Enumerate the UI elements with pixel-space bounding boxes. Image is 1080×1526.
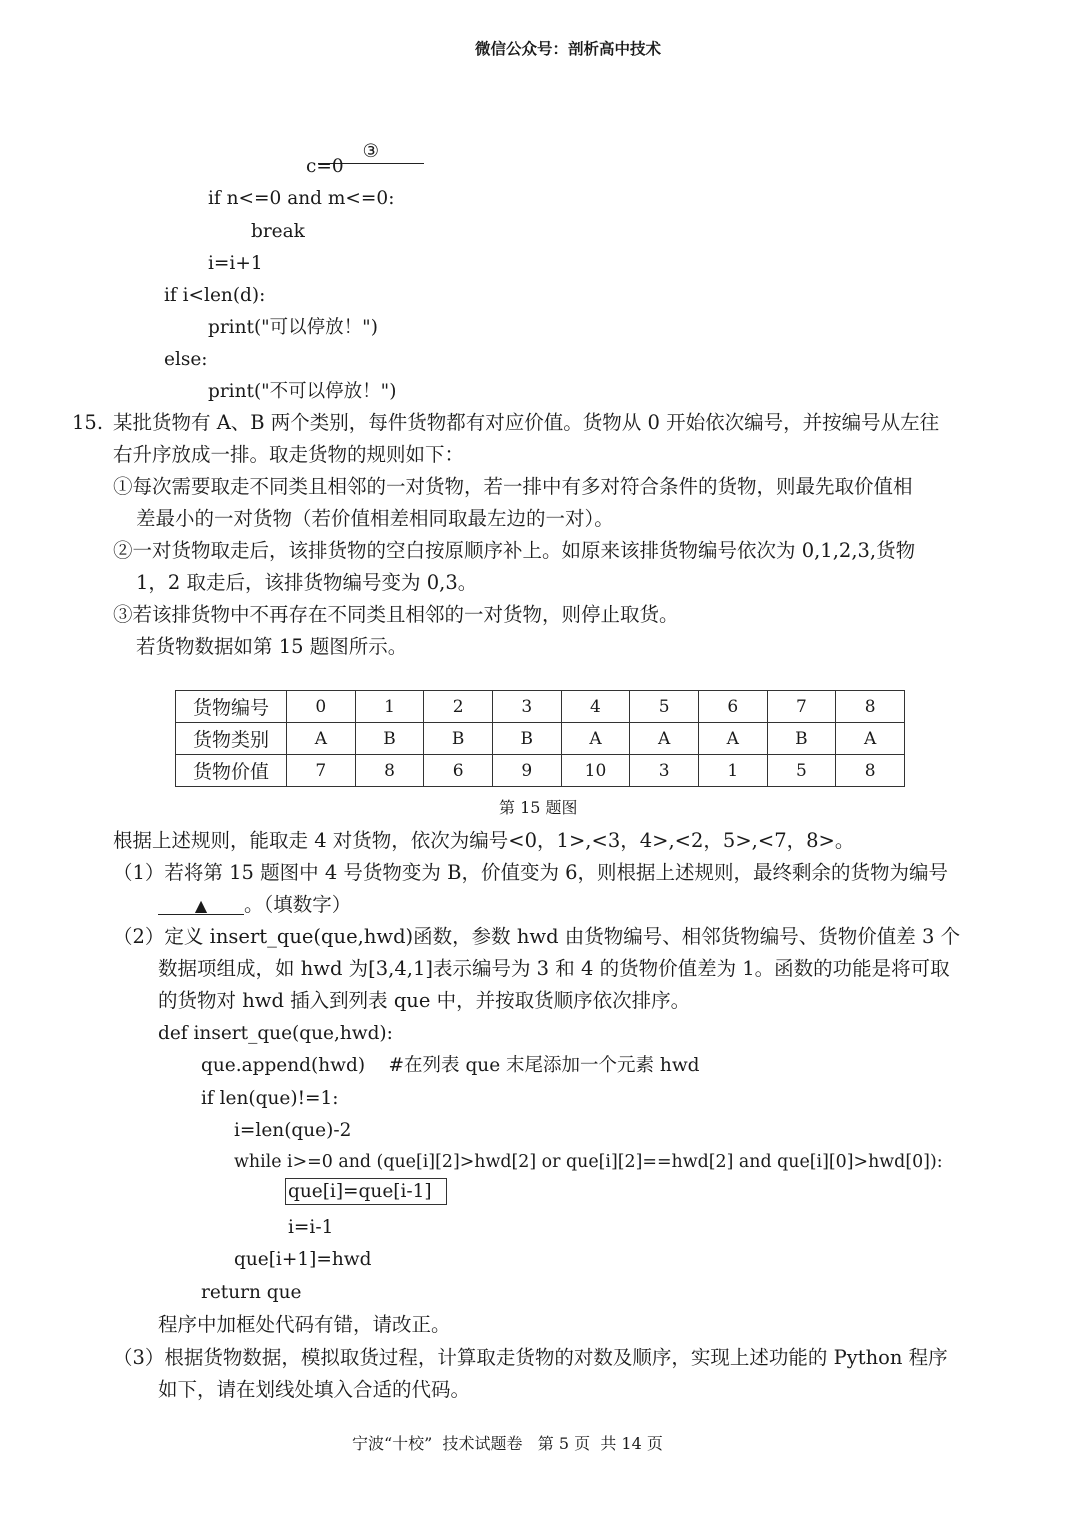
code-line: i=i+1 [208, 253, 263, 274]
table-cell: A [698, 723, 767, 755]
table-cell: 5 [630, 691, 699, 723]
question-number: 15. [72, 411, 104, 434]
code-line: que[i+1]=hwd [234, 1249, 372, 1270]
table-cell: 3 [492, 691, 561, 723]
rule-1-line1: ①每次需要取走不同类且相邻的一对货物，若一排中有多对符合条件的货物，则最先取价值相 [113, 475, 913, 498]
code-line: c=0 [306, 156, 344, 177]
rule-3: ③若该排货物中不再存在不同类且相邻的一对货物，则停止取货。 [113, 603, 679, 626]
code-line: if i<len(d): [164, 285, 266, 306]
table-cell: 6 [424, 755, 493, 787]
blank-3-label: ③ [318, 143, 424, 165]
answer-blank[interactable]: ▲ [158, 898, 244, 915]
boxed-code-text: que[i]=que[i-1] [285, 1178, 447, 1205]
data-note: 若货物数据如第 15 题图所示。 [136, 635, 408, 658]
table-cell: 3 [630, 755, 699, 787]
table-cell: 7 [287, 755, 356, 787]
code-line: while i>=0 and (que[i][2]>hwd[2] or que[i][2]==hwd[2] and que[i][0]>hwd[0]): [234, 1152, 943, 1172]
table-cell: 6 [698, 691, 767, 723]
result-line: 根据上述规则，能取走 4 对货物，依次为编号<0，1>,<3，4>,<2，5>,<7，8>。 [113, 829, 855, 852]
rule-2-line2: 1，2 取走后，该排货物编号变为 0,3。 [136, 571, 478, 594]
part1-line2 [158, 895, 351, 915]
code-line: i=i-1 [288, 1217, 334, 1238]
table-cell: A [287, 723, 356, 755]
code-line: def insert_que(que,hwd): [158, 1023, 393, 1044]
table-cell: A [561, 723, 630, 755]
row-header: 货物类别 [176, 723, 287, 755]
table-cell: 0 [287, 691, 356, 723]
part2-line1: （2）定义 insert_que(que,hwd)函数，参数 hwd 由货物编号、相邻货物编号、货物价值差 3 个 [113, 925, 961, 948]
table-row-types [176, 723, 905, 755]
table-cell: 10 [561, 755, 630, 787]
code-line: print("不可以停放！") [208, 381, 397, 402]
table-caption: 第 15 题图 [499, 798, 578, 817]
part2-line3: 的货物对 hwd 插入到列表 que 中，并按取货顺序依次排序。 [158, 989, 691, 1012]
row-header: 货物价值 [176, 755, 287, 787]
table-cell: A [836, 723, 905, 755]
rule-2-line1: ②一对货物取走后，该排货物的空白按原顺序补上。如原来该排货物编号依次为 0,1,2,3,货物 [113, 539, 916, 562]
table-cell: 1 [698, 755, 767, 787]
table-cell: 8 [836, 691, 905, 723]
part3-line1: （3）根据货物数据，模拟取货过程，计算取走货物的对数及顺序，实现上述功能的 Python 程序 [113, 1346, 948, 1369]
table-cell: B [355, 723, 424, 755]
table-cell: B [492, 723, 561, 755]
part2-line2: 数据项组成，如 hwd 为[3,4,1]表示编号为 3 和 4 的货物价值差为 1。函数的功能是将可取 [158, 957, 950, 980]
table-cell: 1 [355, 691, 424, 723]
rule-1-line2: 差最小的一对货物（若价值相差相同取最左边的一对）。 [136, 507, 614, 530]
part2-fix: 程序中加框处代码有错，请改正。 [158, 1313, 451, 1336]
code-line: que.append(hwd) #在列表 que 末尾添加一个元素 hwd [201, 1055, 700, 1076]
table-cell: 8 [355, 755, 424, 787]
table-cell: 5 [767, 755, 836, 787]
table-row-ids [176, 691, 905, 723]
code-line: if n<=0 and m<=0: [208, 188, 395, 209]
code-line: else: [164, 349, 208, 370]
goods-table [175, 690, 905, 787]
code-line: print("可以停放！") [208, 317, 378, 338]
code-line: break [251, 221, 305, 242]
q15-intro-line2: 右升序放成一排。取走货物的规则如下： [113, 443, 465, 466]
part1-hint: 。（填数字） [244, 893, 352, 916]
page-footer: 宁波“十校” 技术试题卷 第 5 页 共 14 页 [352, 1434, 663, 1453]
table-cell: 7 [767, 691, 836, 723]
table-cell: B [767, 723, 836, 755]
code-line: if len(que)!=1: [201, 1088, 339, 1109]
table-cell: 2 [424, 691, 493, 723]
table-cell: 9 [492, 755, 561, 787]
code-line: return que [201, 1282, 302, 1303]
table-row-values [176, 755, 905, 787]
page-header: 微信公众号：剖析高中技术 [475, 40, 662, 58]
q15-intro-line1: 某批货物有 A、B 两个类别，每件货物都有对应价值。货物从 0 开始依次编号，并按编号从左往 [113, 411, 940, 434]
table-cell: B [424, 723, 493, 755]
table-cell: 4 [561, 691, 630, 723]
row-header: 货物编号 [176, 691, 287, 723]
table-cell: A [630, 723, 699, 755]
part1-line1: （1）若将第 15 题图中 4 号货物变为 B，价值变为 6，则根据上述规则，最终剩余的货物为编号 [113, 861, 949, 884]
code-line: i=len(que)-2 [234, 1120, 352, 1141]
part3-line2: 如下，请在划线处填入合适的代码。 [158, 1378, 471, 1401]
table-cell: 8 [836, 755, 905, 787]
boxed-code [285, 1183, 447, 1202]
